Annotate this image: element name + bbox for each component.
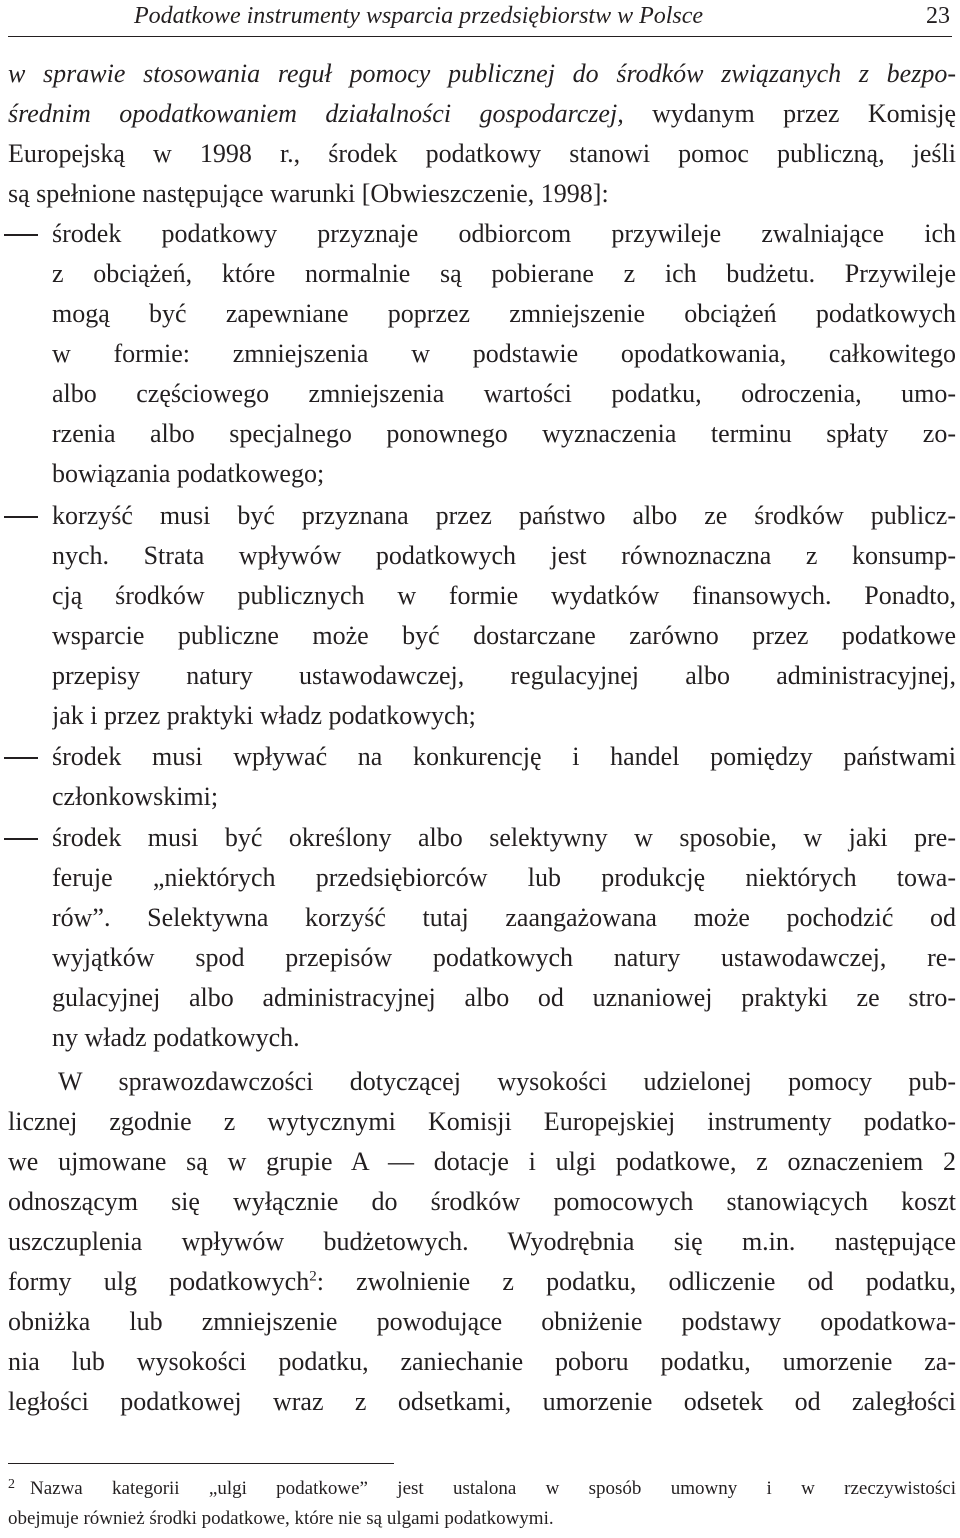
list-item-line: środek musi być określony albo selektywny w sposobie, w jaki pre-: [52, 823, 956, 852]
list-item-line: w formie: zmniejszenia w podstawie opodatkowania, całkowitego: [52, 339, 956, 368]
list-item-line: środek musi wpływać na konkurencję i handel pomiędzy państwami: [52, 742, 956, 771]
list-item-line: nych. Strata wpływów podatkowych jest równoznaczna z konsump-: [52, 541, 956, 570]
list-item-line: mogą być zapewniane poprzez zmniejszenie obciążeń podatkowych: [52, 299, 956, 328]
list-item-line: wsparcie publiczne może być dostarczane zarówno przez podatkowe: [52, 621, 956, 650]
list-item-line: środek podatkowy przyznaje odbiorcom przywileje zwalniające ich: [52, 219, 956, 248]
list-item-line: członkowskimi;: [52, 782, 219, 811]
list-item-line: bowiązania podatkowego;: [52, 459, 325, 488]
body-line: w sprawie stosowania reguł pomocy publicznej do środków związanych z bezpo-: [8, 59, 956, 88]
list-item-line: ny władz podatkowych.: [52, 1023, 300, 1052]
list-dash: [4, 757, 38, 759]
footnote-rule: [8, 1463, 394, 1464]
list-item-line: gulacyjnej albo administracyjnej albo od uznaniowej praktyki ze stro-: [52, 983, 956, 1012]
body-line: uszczuplenia wpływów budżetowych. Wyodrębnia się m.in. następujące: [8, 1227, 956, 1256]
footnote-mark: 2: [8, 1477, 15, 1492]
list-dash: [4, 516, 38, 518]
body-line: [8, 1264, 956, 1300]
list-dash: [4, 838, 38, 840]
list-item-line: jak i przez praktyki władz podatkowych;: [52, 701, 476, 730]
page-number: 23: [926, 3, 950, 29]
body-line: we ujmowane są w grupie A — dotacje i ulgi podatkowe, z oznaczeniem 2: [8, 1147, 956, 1176]
list-dash: [4, 234, 38, 236]
running-header-title: Podatkowe instrumenty wsparcia przedsiębiorstw w Polsce: [134, 3, 704, 29]
footnote: [8, 1476, 956, 1502]
footnote-line: Nazwa kategorii „ulgi podatkowe” jest ustalona w sposób umowny i w rzeczywistości: [30, 1478, 956, 1499]
body-line: ległości podatkowej wraz z odsetkami, umorzenie odsetek od zaległości: [8, 1387, 956, 1416]
body-line: [8, 96, 956, 132]
list-item-line: przepisy natury ustawodawczej, regulacyjnej albo administracyjnej,: [52, 661, 956, 690]
body-line-italic: średnim opodatkowaniem działalności gospodarczej,: [8, 99, 624, 128]
list-item-line: cją środków publicznych w formie wydatków finansowych. Ponadto,: [52, 581, 956, 610]
list-item-line: rów”. Selektywna korzyść tutaj zaangażowana może pochodzić od: [52, 903, 956, 932]
list-item-line: z obciążeń, które normalnie są pobierane z ich budżetu. Przywileje: [52, 259, 956, 288]
body-line: nia lub wysokości podatku, zaniechanie poboru podatku, umorzenie za-: [8, 1347, 956, 1376]
footnote-continuation: [8, 1506, 956, 1532]
body-line: licznej zgodnie z wytycznymi Komisji Europejskiej instrumenty podatko-: [8, 1107, 956, 1136]
list-item-line: wyjątków spod przepisów podatkowych natury ustawodawczej, re-: [52, 943, 956, 972]
body-line: obniżka lub zmniejszenie powodujące obniżenie podstawy opodatkowa-: [8, 1307, 956, 1336]
running-header: [8, 0, 952, 37]
body-line-text: : zwolnienie z podatku, odliczenie od podatku,: [316, 1267, 956, 1296]
body-line: są spełnione następujące warunki [Obwieszczenie, 1998]:: [8, 179, 609, 208]
list-item-line: feruje „niektórych przedsiębiorców lub produkcję niektórych towa-: [52, 863, 956, 892]
body-line: W sprawozdawczości dotyczącej wysokości udzielonej pomocy pub-: [58, 1067, 956, 1096]
body-line-text: wydanym przez Komisję: [623, 99, 956, 128]
list-item-line: albo częściowego zmniejszenia wartości podatku, odroczenia, umo-: [52, 379, 956, 408]
body-line: odnoszącym się wyłącznie do środków pomocowych stanowiących koszt: [8, 1187, 956, 1216]
list-item-line: rzenia albo specjalnego ponownego wyznaczenia terminu spłaty zo-: [52, 419, 956, 448]
footnote-line: obejmuje również środki podatkowe, które nie są ulgami podatkowymi.: [8, 1508, 554, 1529]
body-line: Europejską w 1998 r., środek podatkowy stanowi pomoc publiczną, jeśli: [8, 139, 956, 168]
body-line-text: formy ulg podatkowych: [8, 1267, 310, 1296]
footnote-reference: 2: [309, 1268, 317, 1285]
list-item-line: korzyść musi być przyznana przez państwo albo ze środków publicz-: [52, 501, 956, 530]
